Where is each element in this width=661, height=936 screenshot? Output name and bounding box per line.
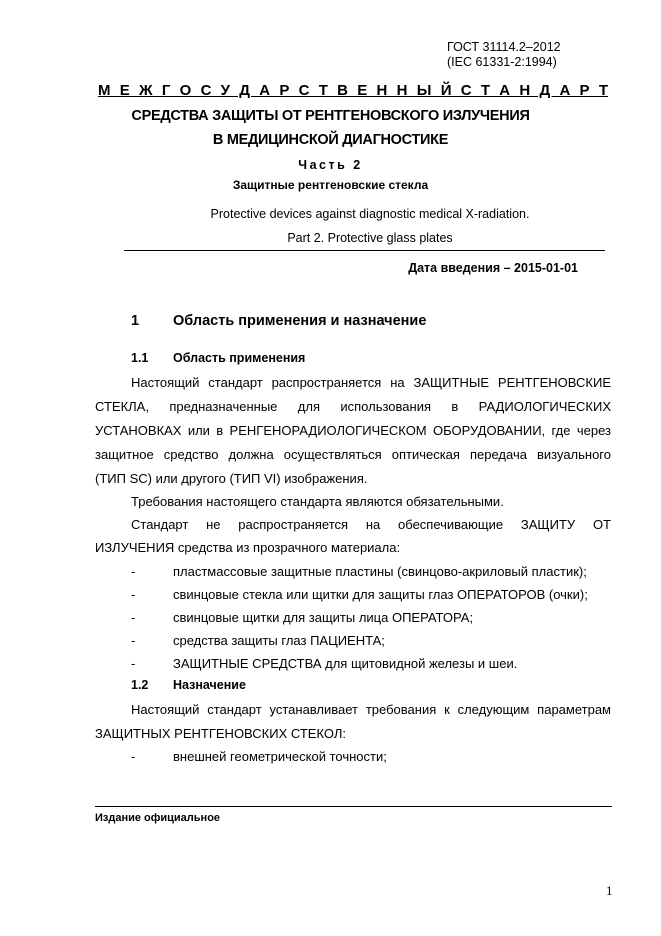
- gost-code-block: [447, 40, 561, 70]
- subsection-number: 1.2: [131, 678, 149, 692]
- title-ru-line-2: В МЕДИЦИНСКОЙ ДИАГНОСТИКЕ: [212, 132, 449, 148]
- gost-number: ГОСТ 31114.2–2012: [447, 40, 561, 54]
- bullet-marker: -: [131, 610, 136, 625]
- bullet-marker: -: [131, 564, 136, 579]
- bullet-marker: -: [131, 749, 136, 764]
- subsection-title: Назначение: [173, 678, 246, 692]
- introduction-date: Дата введения – 2015-01-01: [408, 261, 578, 275]
- subtitle-ru: Защитные рентгеновские стекла: [232, 178, 429, 192]
- paragraph-line: ЗАЩИТНЫХ РЕНТГЕНОВСКИХ СТЕКОЛ:: [95, 726, 346, 741]
- paragraph-line: Настоящий стандарт распространяется на ЗАЩИТНЫЕ РЕНТГЕНОВСКИЕ: [131, 375, 611, 390]
- paragraph-line: СТЕКЛА, предназначенные для использования в РАДИОЛОГИЧЕСКИХ: [95, 399, 611, 414]
- section-title: Область применения и назначение: [173, 313, 427, 329]
- paragraph-line: ИЗЛУЧЕНИЯ средства из прозрачного материала:: [95, 540, 401, 555]
- list-item: пластмассовые защитные пластины (свинцово-акриловый пластик);: [173, 564, 587, 579]
- paragraph-line: Настоящий стандарт устанавливает требования к следующим параметрам: [131, 702, 611, 717]
- subsection-number: 1.1: [131, 351, 149, 365]
- title-en-line-2: Part 2. Protective glass plates: [287, 231, 453, 245]
- footer-divider: [95, 806, 612, 807]
- paragraph-line: защитное средство должна осуществляться оптическая передача визуального: [95, 447, 611, 462]
- paragraph-line: Стандарт не распространяется на обеспечивающие ЗАЩИТУ ОТ: [131, 517, 611, 532]
- bullet-marker: -: [131, 656, 136, 671]
- section-number: 1: [131, 313, 140, 329]
- paragraph-line: Требования настоящего стандарта являются обязательными.: [131, 494, 504, 509]
- bullet-marker: -: [131, 633, 136, 648]
- page-number: 1: [606, 883, 613, 898]
- subsection-title: Область применения: [173, 351, 306, 365]
- iec-number: (IEC 61331-2:1994): [447, 55, 557, 69]
- paragraph-line: УСТАНОВКАХ или в РЕНГЕНОРАДИОЛОГИЧЕСКОМ ОБОРУДОВАНИИ, где через: [95, 423, 611, 438]
- title-ru-line-1: СРЕДСТВА ЗАЩИТЫ ОТ РЕНТГЕНОВСКОГО ИЗЛУЧЕНИЯ: [131, 108, 530, 124]
- paragraph-line: (ТИП SC) или другого (ТИП VI) изображения.: [95, 471, 368, 486]
- bullet-marker: -: [131, 587, 136, 602]
- official-edition-label: Издание официальное: [95, 812, 221, 824]
- list-item: свинцовые стекла или щитки для защиты глаз ОПЕРАТОРОВ (очки);: [173, 587, 588, 602]
- title-divider: [124, 250, 605, 251]
- interstate-standard-banner: М Е Ж Г О С У Д А Р С Т В Е Н Н Ы Й С Т А Н Д А Р Т: [98, 82, 608, 99]
- title-en-line-1: Protective devices against diagnostic medical X-radiation.: [210, 207, 530, 221]
- list-item: свинцовые щитки для защиты лица ОПЕРАТОРА;: [173, 610, 474, 625]
- list-item: средства защиты глаз ПАЦИЕНТА;: [173, 633, 385, 648]
- part-label: Часть 2: [298, 158, 363, 172]
- list-item: внешней геометрической точности;: [173, 749, 387, 764]
- list-item: ЗАЩИТНЫЕ СРЕДСТВА для щитовидной железы и шеи.: [173, 656, 518, 671]
